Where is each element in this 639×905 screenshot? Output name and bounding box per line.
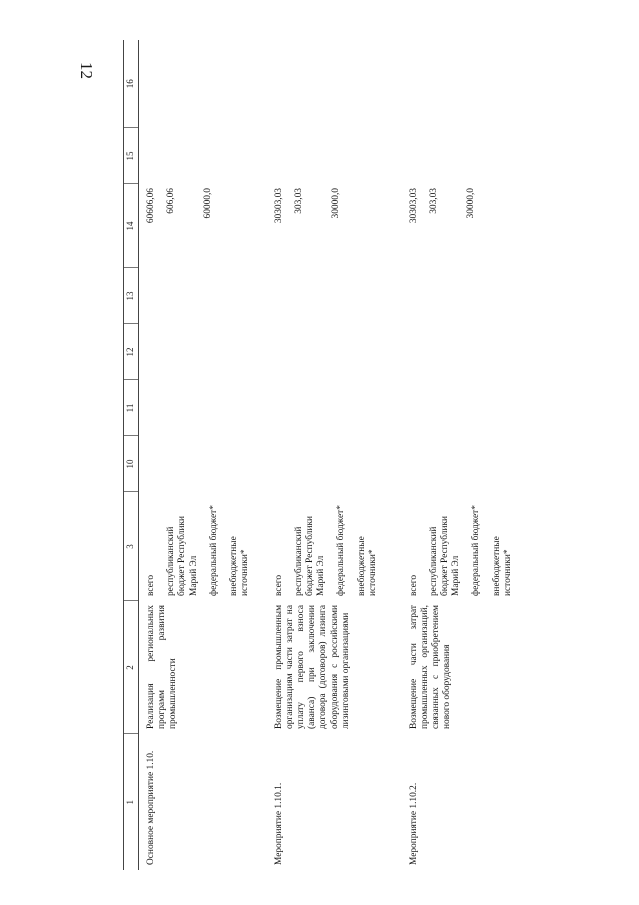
budget-table: [123, 40, 523, 870]
source-label: внебюджетные источники*: [491, 536, 513, 596]
row-name: Возмещение части затрат промышленных организаций, связанных с приобретением нового оборудования: [408, 605, 453, 729]
header-col-1: 1: [124, 734, 139, 870]
header-col-15: 15: [124, 128, 139, 184]
cell-col-16: [139, 40, 267, 128]
header-col-13: 13: [124, 268, 139, 324]
value-cell: 30303,03: [408, 188, 419, 224]
cell-col-11: [267, 380, 402, 436]
source-label: республиканский бюджет Республики Марий Эл: [166, 515, 199, 596]
row-name: Реализация региональных программ развития промышленности: [146, 605, 179, 729]
value-cell: 30000,0: [465, 188, 476, 219]
cell-col-14: [267, 184, 402, 268]
cell-col-10: [267, 436, 402, 492]
table-row: [267, 40, 402, 870]
header-row: [124, 40, 139, 870]
table-row: [139, 40, 267, 870]
source-label: внебюджетные источники*: [229, 536, 251, 596]
cell-col-16: [402, 40, 523, 128]
value-cell: 30303,03: [273, 188, 284, 224]
cell-col-11: [139, 380, 267, 436]
source-label: всего: [146, 574, 156, 596]
header-col-12: 12: [124, 324, 139, 380]
source-label: федеральный бюджет*: [208, 505, 219, 596]
row-code: Мероприятие 1.10.2.: [408, 782, 419, 865]
header-col-14: 14: [124, 184, 139, 268]
cell-col-16: [267, 40, 402, 128]
header-col-2: 2: [124, 601, 139, 734]
cell-col-11: [402, 380, 523, 436]
source-label: всего: [408, 574, 419, 596]
row-sources: [139, 492, 267, 601]
source-label: республиканский бюджет Республики Марий Эл: [428, 515, 462, 596]
cell-col-14: [402, 184, 523, 268]
cell-col-15: [402, 128, 523, 184]
value-cell: 60606,06: [146, 188, 156, 224]
source-label: федеральный бюджет*: [336, 505, 347, 596]
value-cell: 606,06: [166, 188, 177, 214]
cell-col-14: [139, 184, 267, 268]
source-label: федеральный бюджет*: [471, 505, 482, 596]
cell-col-12: [139, 324, 267, 380]
cell-col-15: [267, 128, 402, 184]
header-col-16: 16: [124, 40, 139, 128]
row-code: Мероприятие 1.10.1.: [273, 782, 284, 865]
cell-col-13: [267, 268, 402, 324]
cell-col-15: [139, 128, 267, 184]
table-row: [402, 40, 523, 870]
row-sources: [267, 492, 402, 601]
cell-col-12: [402, 324, 523, 380]
header-col-10: 10: [124, 436, 139, 492]
cell-col-10: [402, 436, 523, 492]
value-cell: 30000,0: [330, 188, 341, 219]
row-code: Основное мероприятие 1.10.: [146, 750, 156, 865]
value-cell: 303,03: [293, 188, 304, 214]
row-name: Возмещение промышленным организациям части затрат на уплату первого взноса (аванса) при заключении договора (договоров) лизинга оборудования с российскими лизинговыми организациями: [273, 605, 351, 729]
page-number: 12: [77, 62, 96, 79]
cell-col-10: [139, 436, 267, 492]
rotated-table-area: [123, 40, 513, 870]
cell-col-13: [402, 268, 523, 324]
row-sources: [402, 492, 523, 601]
value-cell: 60000,0: [203, 188, 214, 219]
cell-col-12: [267, 324, 402, 380]
source-label: республиканский бюджет Республики Марий Эл: [293, 515, 327, 596]
cell-col-13: [139, 268, 267, 324]
source-label: внебюджетные источники*: [356, 536, 378, 596]
value-cell: 303,03: [428, 188, 439, 214]
source-label: всего: [273, 574, 284, 596]
header-col-11: 11: [124, 380, 139, 436]
header-col-3: 3: [124, 492, 139, 601]
